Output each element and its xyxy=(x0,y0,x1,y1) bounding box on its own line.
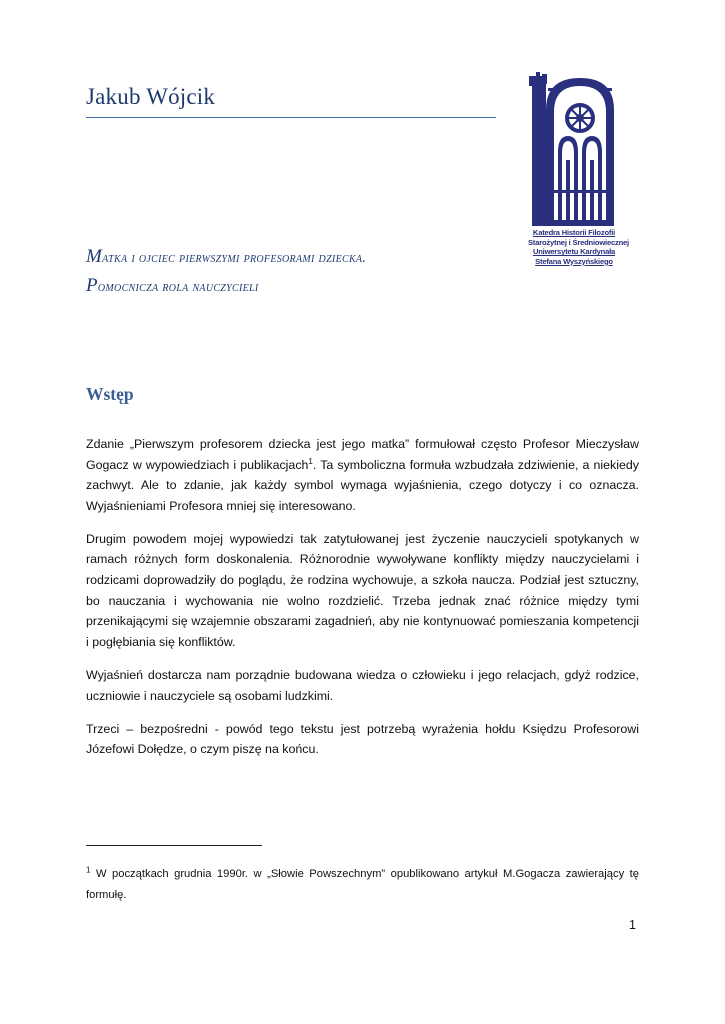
paragraph: Wyjaśnień dostarcza nam porządnie budowana wiedza o człowieku i jego relacjach, gdyż rodzice, uczniowie i nauczyciele są osobami ludzkimi. xyxy=(86,667,639,703)
logo-caption xyxy=(528,228,629,266)
footnote-text: W początkach grudnia 1990r. w „Słowie Powszechnym” opublikowano artykuł M.Gogacza zawierający tę formułę. xyxy=(86,868,639,901)
paragraph-text: . Ta symboliczna formuła wzbudzała zdziwienie, a niekiedy zachwyt. Ale to zdanie, jak każdy symbol wymaga wyjaśnienia, czego dotyczy i co oznacza. Wyjaśnieniami Profesora mniej się interesowano. xyxy=(86,457,639,513)
footnote-marker: 1 xyxy=(86,865,91,875)
title-line-2 xyxy=(86,272,506,301)
logo-line: Katedra Historii Filozofii xyxy=(532,228,616,237)
document-title xyxy=(86,243,506,301)
title-text: omocnicza rola nauczycieli xyxy=(97,279,259,295)
logo-line: Starożytnej i Średniowiecznej xyxy=(528,237,629,247)
footnote-separator xyxy=(86,845,262,846)
logo-line: Stefana Wyszyńskiego xyxy=(535,256,613,266)
section-heading: Wstęp xyxy=(86,384,134,404)
title-initial: P xyxy=(86,275,98,296)
logo-line: Uniwersytetu Kardynała xyxy=(532,247,616,257)
paragraph: Trzeci – bezpośredni - powód tego tekstu jest potrzebą wyrażenia hołdu Księdzu Profesorowi Józefowi Dołędze, o czym piszę na końcu. xyxy=(86,721,639,757)
university-logo xyxy=(528,70,629,275)
title-line-1 xyxy=(86,243,506,272)
page-number: 1 xyxy=(629,918,636,932)
paragraph: Drugim powodem mojej wypowiedzi tak zatytułowanej jest życzenie nauczycieli spotykanych w ramach różnych form doskonalenia. Różnorodnie wywoływane konflikty między nauczycielami i rodzicami doprowadziły do poglądu, że rodzina wychowuje, a szkoła naucza. Podział jest sztuczny, bo nauczania i wychowania nie wolno rozdzielić. Trzeba jednak znać różnice między tymi przenikającymi się wzajemnie obszarami zagadnień, aby nie kontynuować pomieszania kompetencji i pogłębiania się konfliktów. xyxy=(86,531,639,649)
body-text xyxy=(86,434,639,772)
author-name: Jakub Wójcik xyxy=(86,84,216,109)
author-underline xyxy=(86,117,496,118)
cathedral-window-emblem xyxy=(528,70,620,228)
title-text: atka i ojciec pierwszymi profesorami dziecka. xyxy=(102,250,367,266)
title-initial: M xyxy=(86,246,103,267)
footnote-reference[interactable]: 1 xyxy=(308,456,313,466)
paragraph-text: Zdanie „Pierwszym profesorem dziecka jest jego matka” formułował często Profesor Mieczysław Gogacz w wypowiedziach i publikacjach xyxy=(86,437,639,472)
footnote xyxy=(86,864,639,906)
paragraph xyxy=(86,434,639,516)
